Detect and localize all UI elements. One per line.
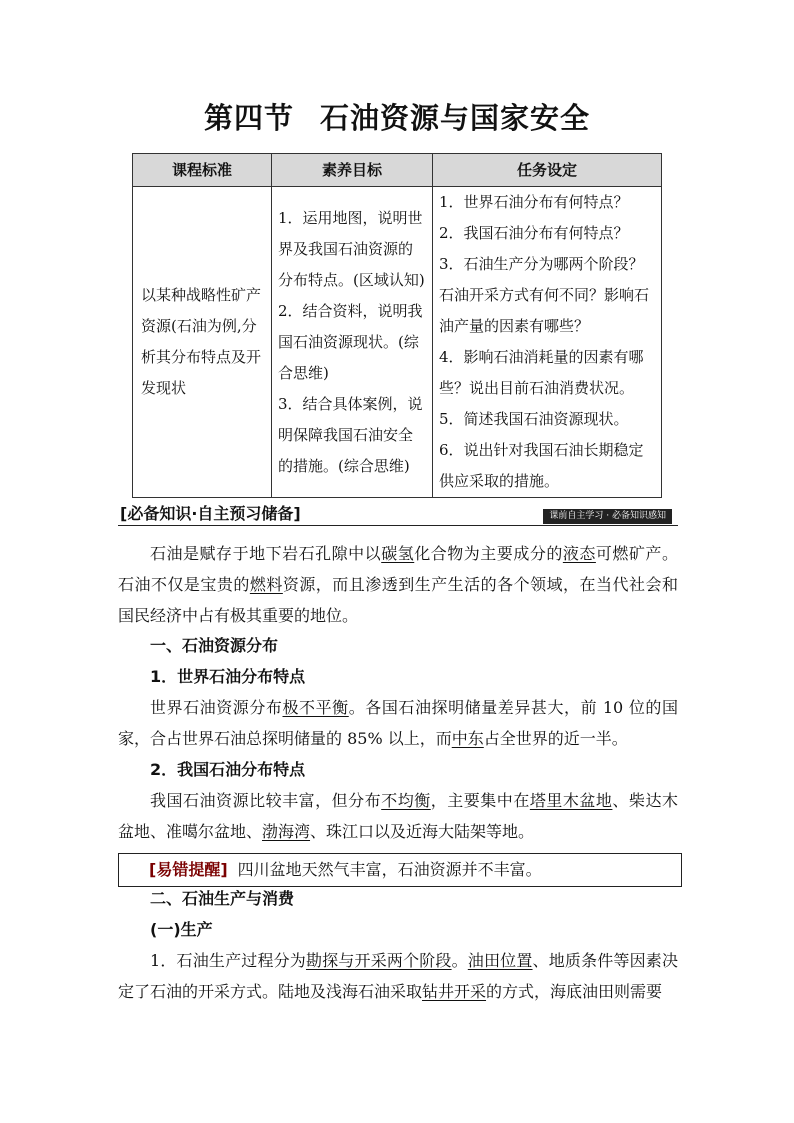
standard-text: 以某种战略性矿产资源(石油为例,分析其分布特点及开发现状	[141, 286, 262, 397]
underlined-term: 不均衡	[381, 791, 431, 810]
section-number: 第四节	[203, 101, 294, 135]
heading-2: 二、石油生产与消费	[150, 889, 295, 908]
section-header-tag: 课前自主学习 · 必备知识感知	[543, 509, 672, 524]
underlined-term: 燃料	[249, 575, 283, 594]
task-item: 4．影响石油消耗量的因素有哪些？说出目前石油消费状况。	[439, 348, 644, 397]
underlined-term: 勘探与开采两个阶段	[305, 951, 452, 970]
production-paragraph	[118, 945, 678, 1007]
text-run: 我国石油资源比较丰富，但分布	[150, 791, 382, 810]
tip-box	[118, 853, 682, 887]
underlined-term: 渤海湾	[262, 822, 311, 841]
goal-item: 2．结合资料，说明我国石油资源现状。(综合思维)	[278, 301, 423, 382]
underlined-term: 塔里木盆地	[529, 791, 613, 810]
heading-1: 一、石油资源分布	[150, 636, 279, 655]
text-run: 、地质条件等因素决定了石油的开采方式。陆地及浅海石油采取	[118, 951, 678, 1001]
curriculum-table	[132, 153, 662, 498]
text-run: 。	[451, 951, 468, 970]
task-item: 3．石油生产分为哪两个阶段？石油开采方式有何不同？影响石油产量的因素有哪些？	[439, 255, 650, 335]
text-run: 石油是赋存于地下岩石孔隙中以	[150, 544, 382, 563]
underlined-term: 碳氢	[381, 544, 415, 563]
table-header-row	[133, 154, 662, 187]
header-tasks: 任务设定	[433, 154, 662, 187]
heading-1-2: 2．我国石油分布特点	[150, 760, 306, 779]
heading-2-1: (一)生产	[150, 920, 213, 939]
text-run: 资源，而且渗透到生产生活的各个领域，在当代社会和国民经济中占有极其重要的地位。	[118, 575, 678, 625]
text-run: 化合物为主要成分的	[414, 544, 563, 563]
text-run: 、珠江口以及近海大陆架等地。	[310, 822, 535, 841]
underlined-term: 油田位置	[467, 951, 533, 970]
standard-cell	[133, 187, 272, 498]
section-header-bar	[118, 501, 678, 526]
tip-tag: [易错提醒]	[149, 860, 228, 879]
goal-item: 1．运用地图，说明世界及我国石油资源的分布特点。(区域认知)	[278, 208, 425, 289]
underlined-term: 中东	[451, 729, 484, 748]
text-run: 、柴达木盆地、准噶尔盆地、	[118, 791, 678, 841]
world-paragraph	[118, 692, 678, 754]
page-title	[0, 96, 794, 137]
table-row	[133, 187, 662, 498]
tasks-cell	[433, 187, 662, 498]
header-goals: 素养目标	[272, 154, 433, 187]
text-run: 。各国石油探明储量差异甚大，前 10 位的国家，合占世界石油总探明储量的 85% 以上，而	[118, 698, 678, 748]
task-item: 5．简述我国石油资源现状。	[439, 410, 629, 428]
tip-text: 四川盆地天然气丰富，石油资源并不丰富。	[237, 860, 542, 879]
underlined-term: 液态	[562, 544, 596, 563]
text-run: 的方式，海底油田则需要	[486, 982, 663, 1001]
goal-item: 3．结合具体案例，说明保障我国石油安全的措施。(综合思维)	[278, 394, 423, 475]
header-standard: 课程标准	[133, 154, 272, 187]
text-run: 可燃矿产。石油不仅是宝贵的	[118, 544, 678, 594]
text-run: 1．石油生产过程分为	[150, 951, 306, 970]
task-item: 2．我国石油分布有何特点？	[439, 224, 629, 242]
heading-1-1: 1．世界石油分布特点	[150, 667, 306, 686]
task-item: 1．世界石油分布有何特点？	[439, 193, 629, 211]
text-run: 世界石油资源分布	[150, 698, 283, 717]
intro-paragraph	[118, 538, 678, 631]
goals-cell	[272, 187, 433, 498]
task-item: 6．说出针对我国石油长期稳定供应采取的措施。	[439, 441, 644, 490]
text-run: 占全世界的近一半。	[483, 729, 628, 748]
underlined-term: 钻井开采	[422, 982, 487, 1001]
section-title: 石油资源与国家安全	[320, 101, 591, 135]
text-run: ，主要集中在	[430, 791, 530, 810]
china-paragraph	[118, 785, 678, 847]
section-header-title: [必备知识·自主预习储备]	[120, 504, 301, 523]
underlined-term: 极不平衡	[282, 698, 349, 717]
